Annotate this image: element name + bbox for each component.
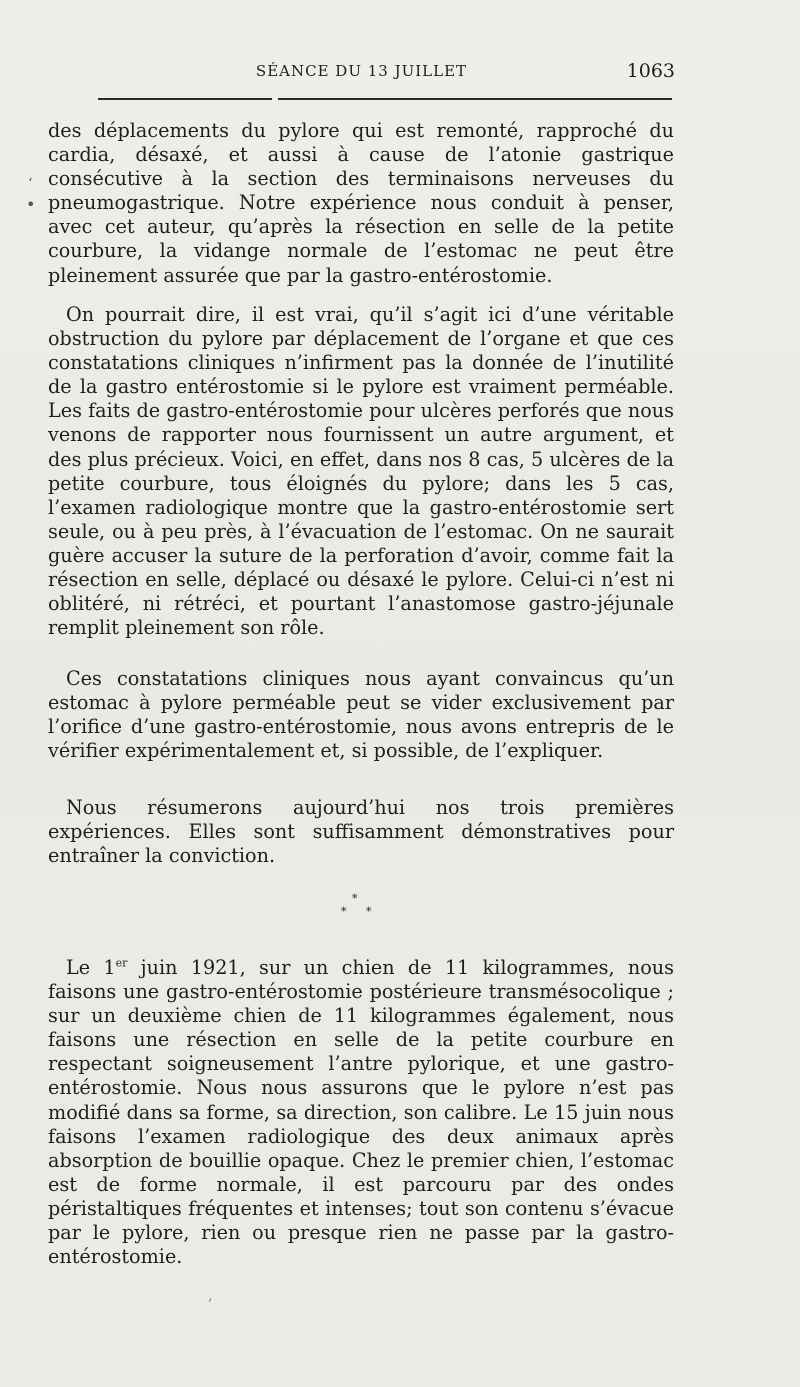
margin-mark: • — [26, 195, 36, 214]
header-rule-left — [98, 98, 272, 100]
header-rule-right — [278, 98, 672, 100]
paragraph-4: Nous résumerons aujourd’hui nos trois premières expériences. Elles sont suffisamment démonstratives pour entraîner la conviction. — [48, 796, 674, 868]
margin-mark: ‚ — [208, 1288, 213, 1304]
running-head: SÉANCE DU 13 JUILLET — [255, 62, 468, 80]
p5-body: juin 1921, sur un chien de 11 kilogrammes, nous faisons une gastro-entérostomie postérieure transmésocolique ; sur un deuxième chien de 11 kilogrammes également, nous faisons une résection en selle de la petite courbure en respectant soigneusement l’antre pylorique, et une gastro-entérostomie. Nous nous assurons que le pylore n’est pas modifié dans sa forme, sa direction, son calibre. Le 15 juin nous faisons l’examen radiologique des deux animaux après absorption de bouillie opaque. Chez le premier chien, l’estomac est de forme normale, il est parcouru par des ondes péristaltiques fréquentes et intenses; tout son contenu s’évacue par le pylore, rien ou presque rien ne passe par la gastro-entérostomie. — [48, 956, 674, 1269]
paragraph-2: On pourrait dire, il est vrai, qu’il s’agit ici d’une véritable obstruction du pylore par déplacement de l’organe et que ces constatations cliniques n’infirment pas la donnée de l’inutilité de la gastro entérostomie si le pylore est vraiment perméable. Les faits de gastro-entérostomie pour ulcères perforés que nous venons de rapporter nous fournissent un autre argument, et des plus précieux. Voici, en effet, dans nos 8 cas, 5 ulcères de la petite courbure, tous éloignés du pylore; dans les 5 cas, l’examen radiologique montre que la gastro-entérostomie sert seule, ou à peu près, à l’évacuation de l’estomac. On ne saurait guère accuser la suture de la perforation d’avoir, comme fait la résection en selle, déplacé ou désaxé le pylore. Celui-ci n’est ni oblitéré, ni rétréci, et pourtant l’anastomose gastro-jéjunale remplit pleinement son rôle. — [48, 303, 674, 640]
paragraph-1: des déplacements du pylore qui est remonté, rapproché du cardia, désaxé, et aussi à cause de l’atonie gastrique consécutive à la section des terminaisons nerveuses du pneumogastrique. Notre expérience nous conduit à penser, avec cet auteur, qu’après la résection en selle de la petite courbure, la vidange normale de l’estomac ne peut être pleinement assurée que par la gastro-entérostomie. — [48, 119, 674, 287]
page-header — [48, 62, 675, 86]
p5-ordinal: er — [115, 956, 128, 970]
asterism-separator: * * * — [341, 892, 372, 918]
margin-mark: ‘ — [28, 176, 33, 192]
p5-lead: Le — [66, 956, 104, 979]
p5-day: 1 — [103, 956, 116, 979]
page-number: 1063 — [626, 60, 675, 82]
paragraph-3: Ces constatations cliniques nous ayant convaincus qu’un estomac à pylore perméable peut se vider exclusivement par l’orifice d’une gastro-entérostomie, nous avons entrepris de le vérifier expérimentalement et, si possible, de l’expliquer. — [48, 667, 674, 763]
paragraph-5 — [48, 956, 674, 1269]
